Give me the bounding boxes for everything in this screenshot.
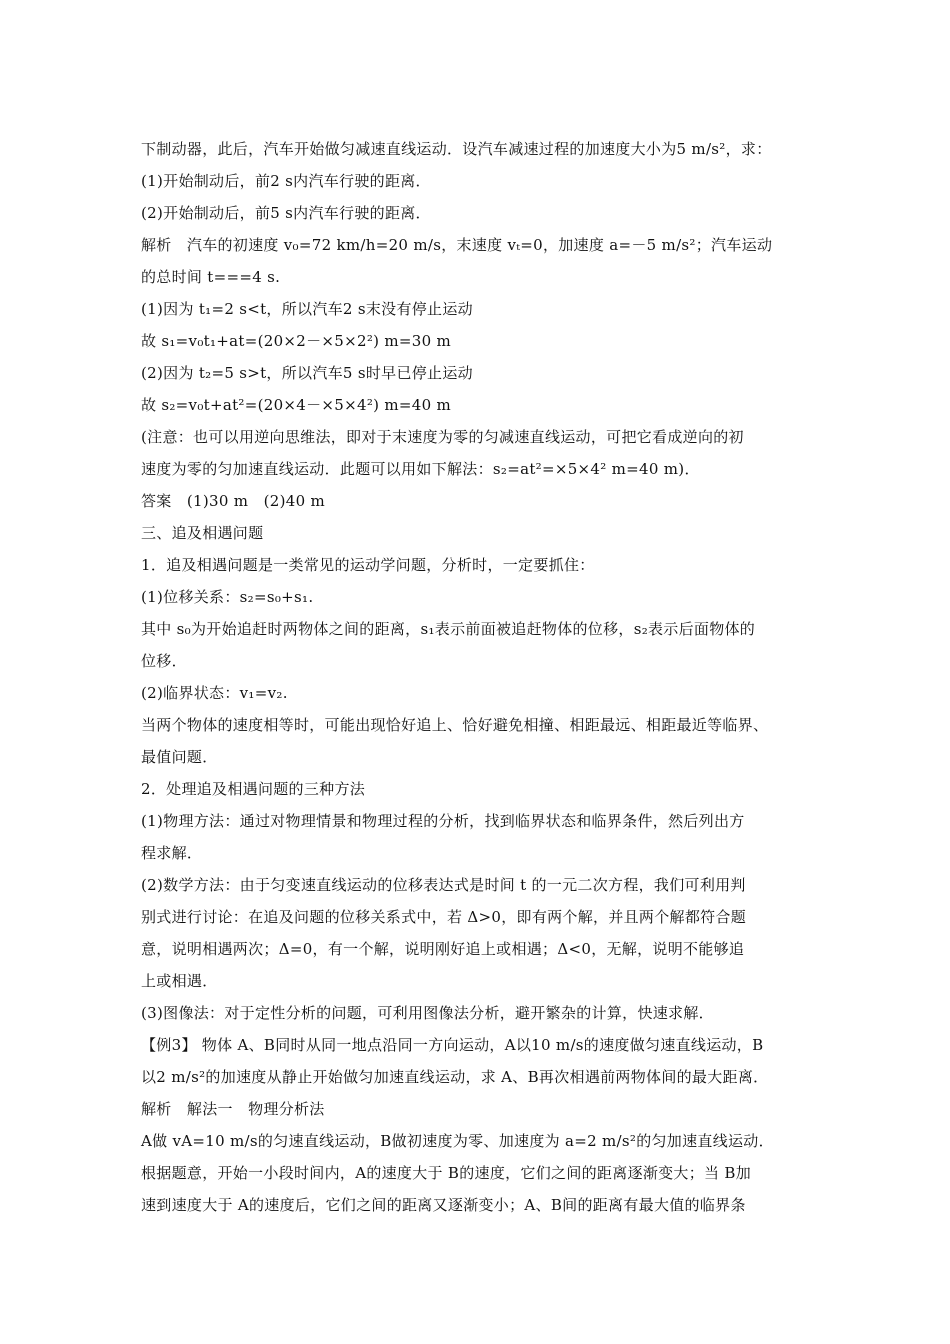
text-line: (1)因为 t₁=2 s<t，所以汽车2 s末没有停止运动 — [141, 300, 473, 318]
text-line: 意，说明相遇两次；Δ=0，有一个解，说明刚好追上或相遇；Δ<0，无解，说明不能够追 — [141, 940, 745, 958]
text-line: 程求解． — [141, 844, 203, 862]
text-line: (2)因为 t₂=5 s>t，所以汽车5 s时早已停止运动 — [141, 364, 473, 382]
example-line: 【例3】 物体 A、B同时从同一地点沿同一方向运动，A以10 m/s的速度做匀速直线运动，B — [141, 1036, 764, 1054]
text-line: 故 s₁=v₀t₁+at=(20×2－×5×2²) m=30 m — [141, 332, 452, 350]
text-line: 速度为零的匀加速直线运动．此题可以用如下解法：s₂=at²=×5×4² m=40 m)． — [141, 460, 700, 478]
text-line: 根据题意，开始一小段时间内，A的速度大于 B的速度，它们之间的距离逐渐变大；当 B加 — [141, 1164, 752, 1182]
text-line: (1)物理方法：通过对物理情景和物理过程的分析，找到临界状态和临界条件，然后列出方 — [141, 812, 745, 830]
text-line: 解析 汽车的初速度 v₀=72 km/h=20 m/s，末速度 vₜ=0，加速度 a=－5 m/s²；汽车运动 — [141, 236, 773, 254]
text-line: 下制动器，此后，汽车开始做匀减速直线运动．设汽车减速过程的加速度大小为5 m/s²，求： — [141, 140, 772, 158]
text-line: 最值问题． — [141, 748, 218, 766]
text-line: (注意：也可以用逆向思维法，即对于末速度为零的匀减速直线运动，可把它看成逆向的初 — [141, 428, 744, 446]
text-line: (1)开始制动后，前2 s内汽车行驶的距离． — [141, 172, 431, 190]
text-line: (1)位移关系：s₂=s₀+s₁. — [141, 588, 314, 606]
text-line: (2)数学方法：由于匀变速直线运动的位移表达式是时间 t 的一元二次方程，我们可利用判 — [141, 876, 746, 894]
text-line: 2．处理追及相遇问题的三种方法 — [141, 780, 366, 798]
text-line: (2)临界状态：v₁=v₂. — [141, 684, 288, 702]
text-line: 别式进行讨论：在追及问题的位移关系式中，若 Δ>0，即有两个解，并且两个解都符合题 — [141, 908, 747, 926]
text-line: 的总时间 t===4 s. — [141, 268, 281, 286]
text-line: 1．追及相遇问题是一类常见的运动学问题，分析时，一定要抓住： — [141, 556, 595, 574]
text-line: 速到速度大于 A的速度后，它们之间的距离又逐渐变小；A、B间的距离有最大值的临界条 — [141, 1196, 746, 1214]
text-line: 其中 s₀为开始追赶时两物体之间的距离，s₁表示前面被追赶物体的位移，s₂表示后面物体的 — [141, 620, 756, 638]
text-line: (2)开始制动后，前5 s内汽车行驶的距离． — [141, 204, 431, 222]
text-line: 解析 解法一 物理分析法 — [141, 1100, 325, 1118]
text-line: 故 s₂=v₀t+at²=(20×4－×5×4²) m=40 m — [141, 396, 452, 414]
text-line: 位移． — [141, 652, 187, 670]
text-line: A做 vA=10 m/s的匀速直线运动，B做初速度为零、加速度为 a=2 m/s²的匀加速直线运动． — [141, 1132, 774, 1150]
text-line: 上或相遇． — [141, 972, 218, 990]
section-heading: 三、追及相遇问题 — [141, 524, 264, 542]
answer-line: 答案 (1)30 m (2)40 m — [141, 492, 326, 510]
document-body — [141, 133, 821, 1221]
text-line: (3)图像法：对于定性分析的问题，可利用图像法分析，避开繁杂的计算，快速求解． — [141, 1004, 714, 1022]
text-line: 以2 m/s²的加速度从静止开始做匀加速直线运动，求 A、B再次相遇前两物体间的最大距离． — [141, 1068, 769, 1086]
text-line: 当两个物体的速度相等时，可能出现恰好追上、恰好避免相撞、相距最远、相距最近等临界、 — [141, 716, 769, 734]
